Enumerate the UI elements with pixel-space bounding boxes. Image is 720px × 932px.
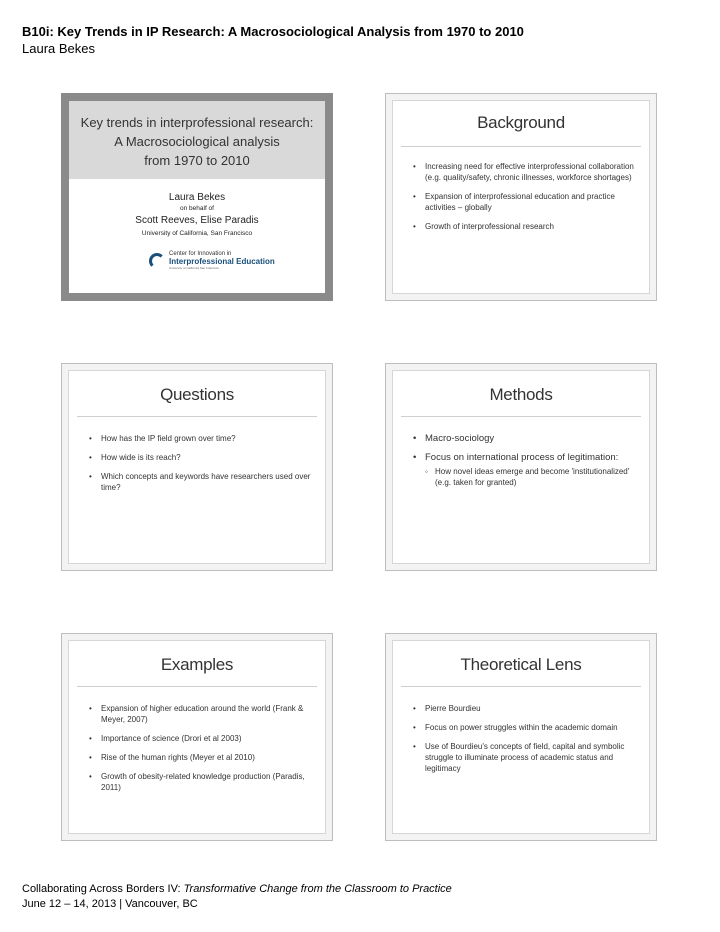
heading-divider <box>77 686 317 687</box>
slide-frame <box>392 370 650 564</box>
slide-examples <box>61 633 333 841</box>
slide-title <box>61 93 333 301</box>
bullet-item: • Rise of the human rights (Meyer et al 2010) <box>89 752 311 763</box>
slide-questions <box>61 363 333 571</box>
bullet-item: • Expansion of interprofessional education and practice activities – globally <box>413 191 635 213</box>
slide-heading: Examples <box>160 655 234 674</box>
bullet-item: • Expansion of higher education around the world (Frank & Meyer, 2007) <box>89 703 311 725</box>
bullet-list <box>413 703 635 782</box>
coauthor-names: Scott Reeves, Elise Paradis <box>135 215 259 226</box>
logo-arc-icon <box>149 253 165 269</box>
bullet-item: • Focus on international process of legitimation: <box>413 452 635 464</box>
slide-background <box>385 93 657 301</box>
bullet-item: • Focus on power struggles within the academic domain <box>413 722 635 733</box>
logo-text-line-1: Center for Innovation in <box>169 251 232 257</box>
heading-divider <box>77 416 317 417</box>
title-banner <box>69 101 325 179</box>
bullet-list <box>413 433 635 496</box>
document-title: B10i: Key Trends in IP Research: A Macrosociological Analysis from 1970 to 2010 <box>22 24 524 39</box>
bullet-item: • Use of Bourdieu's concepts of field, capital and symbolic struggle to illuminate process of academic status and legitimacy <box>413 741 635 774</box>
slide-title-line-3: from 1970 to 2010 <box>144 153 250 168</box>
slide-frame <box>392 100 650 294</box>
slide-heading: Background <box>477 113 565 132</box>
on-behalf-of: on behalf of <box>180 205 214 212</box>
slide-heading: Questions <box>160 385 234 404</box>
slide-methods <box>385 363 657 571</box>
slide-frame <box>68 640 326 834</box>
bullet-item: • Importance of science (Drori et al 2003) <box>89 733 311 744</box>
bullet-item: • Growth of interprofessional research <box>413 221 635 232</box>
bullet-list <box>89 703 311 801</box>
sub-bullet-item: ◦ How novel ideas emerge and become 'institutionalized' (e.g. taken for granted) <box>425 466 635 488</box>
bullet-item: • Pierre Bourdieu <box>413 703 635 714</box>
bullet-item: • Growth of obesity-related knowledge production (Paradis, 2011) <box>89 771 311 793</box>
heading-divider <box>401 686 641 687</box>
heading-divider <box>401 146 641 147</box>
footer-conference-subtitle: Transformative Change from the Classroom to Practice <box>183 883 452 895</box>
bullet-item: • Increasing need for effective interprofessional collaboration (e.g. quality/safety, chronic illnesses, workforce shortages) <box>413 161 635 183</box>
title-slide-panel <box>69 101 325 293</box>
logo-text-line-3: University of California San Francisco <box>169 266 220 270</box>
slide-title-line-1: Key trends in interprofessional research: <box>80 115 314 130</box>
logo-text-line-2: Interprofessional Education <box>169 257 275 266</box>
bullet-item: • Macro-sociology <box>413 433 635 445</box>
footer-conference-name: Collaborating Across Borders IV: <box>22 883 184 895</box>
slide-title-line-2: A Macrosociological analysis <box>114 134 280 149</box>
slide-heading: Theoretical Lens <box>460 655 582 674</box>
institution-name: University of California, San Francisco <box>141 230 253 237</box>
footer-conference <box>22 883 452 895</box>
slide-frame <box>68 370 326 564</box>
slide-frame <box>392 640 650 834</box>
slide-heading: Methods <box>489 385 553 404</box>
slide-theoretical-lens <box>385 633 657 841</box>
heading-divider <box>401 416 641 417</box>
bullet-item: • Which concepts and keywords have researchers used over time? <box>89 471 311 493</box>
bullet-item: • How wide is its reach? <box>89 452 311 463</box>
bullet-list <box>413 161 635 240</box>
presenter-name: Laura Bekes <box>168 192 226 203</box>
document-author: Laura Bekes <box>22 41 95 56</box>
footer-date-location: June 12 – 14, 2013 | Vancouver, BC <box>22 898 198 910</box>
bullet-item: • How has the IP field grown over time? <box>89 433 311 444</box>
bullet-list <box>89 433 311 501</box>
cipe-logo <box>149 251 279 271</box>
